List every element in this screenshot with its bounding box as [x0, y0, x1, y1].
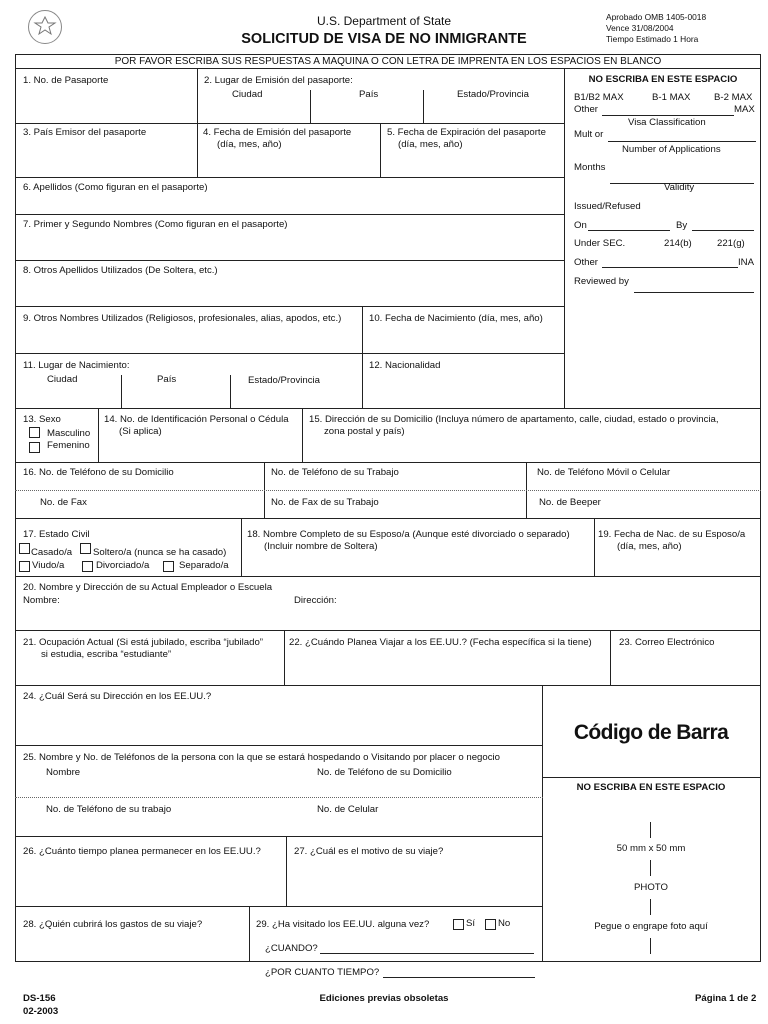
field-15-note: zona postal y país): [324, 426, 405, 437]
single-checkbox[interactable]: [80, 543, 91, 554]
instructions: POR FAVOR ESCRIBA SUS RESPUESTAS A MAQUINA O CON LETRA DE IMPRENTA EN LOS ESPACIOS EN BLANCO: [114, 56, 662, 67]
field-14-note: (Si aplica): [119, 426, 162, 437]
surnames-input[interactable]: [16, 194, 564, 213]
b1-max: B-1 MAX: [652, 92, 691, 103]
host-home-phone-label: No. de Teléfono de su Domicilio: [317, 767, 452, 778]
field-27-trip-purpose: 27. ¿Cuál es el motivo de su viaje?: [294, 846, 444, 857]
validity-label: Validity: [664, 182, 695, 193]
field-19-spouse-birthdate: 19. Fecha de Nac. de su Esposo/a: [598, 529, 746, 540]
beeper-label: No. de Beeper: [539, 497, 601, 508]
married-checkbox[interactable]: [19, 543, 30, 554]
passport-number-input[interactable]: [16, 88, 196, 122]
field-8-other-surnames: 8. Otros Apellidos Utilizados (De Soltera, etc.): [23, 265, 218, 276]
field-12-nationality: 12. Nacionalidad: [369, 360, 441, 371]
field-2-country: País: [359, 89, 379, 100]
field-2-city: Ciudad: [232, 89, 263, 100]
sex-male-label: Masculino: [47, 428, 91, 439]
department-name: U.S. Department of State: [316, 14, 452, 28]
ina-label: INA: [738, 257, 754, 268]
sec-214b: 214(b): [664, 238, 692, 249]
issued-refused: Issued/Refused: [574, 201, 641, 212]
field-11-birth-place: 11. Lugar de Nacimiento:: [23, 360, 130, 371]
on-label: On: [574, 220, 587, 231]
field-28-expenses: 28. ¿Quién cubrirá los gastos de su viaje?: [23, 919, 203, 930]
field-11-country: País: [157, 374, 177, 385]
photo-drop-area[interactable]: [560, 815, 740, 955]
months-label: Months: [574, 162, 606, 173]
other-surnames-input[interactable]: [16, 278, 564, 305]
field-18-spouse-name: 18. Nombre Completo de su Esposo/a (Aunque esté divorciado o separado): [247, 529, 570, 540]
under-sec: Under SEC.: [574, 238, 626, 249]
employer-name-label: Nombre:: [23, 595, 60, 606]
field-2-passport-place: 2. Lugar de Emisión del pasaporte:: [204, 75, 353, 86]
estimated-time: Tiempo Estimado 1 Hora: [606, 34, 699, 44]
field-15-home-address: 15. Dirección de su Domicilio (Incluya número de apartamento, calle, ciudad, estado o provincia,: [309, 414, 719, 425]
widowed-label: Viudo/a: [32, 560, 65, 571]
other-label-2: Other: [574, 257, 598, 268]
visited-no-checkbox[interactable]: [485, 919, 496, 930]
field-26-stay-length: 26. ¿Cuánto tiempo planea permanecer en los EE.UU.?: [23, 846, 261, 857]
fax-label: No. de Fax: [40, 497, 87, 508]
field-2-state: Estado/Provincia: [457, 89, 529, 100]
field-11-state: Estado/Provincia: [248, 375, 320, 386]
sex-male-checkbox[interactable]: [29, 427, 40, 438]
field-4-format: (día, mes, año): [217, 139, 282, 150]
when-label: ¿CUANDO?: [265, 943, 318, 954]
field-24-us-address: 24. ¿Cuál Será su Dirección en los EE.UU.?: [23, 691, 212, 702]
barcode-area: Código de Barra: [573, 721, 729, 744]
field-23-email: 23. Correo Electrónico: [619, 637, 715, 648]
field-16-home-phone: 16. No. de Teléfono de su Domicilio: [23, 467, 174, 478]
omb-expiration: Vence 31/08/2004: [606, 23, 674, 33]
form-date: 02-2003: [23, 1006, 59, 1017]
field-22-travel-date: 22. ¿Cuándo Planea Viajar a los EE.UU.? (Fecha específica si la tiene): [289, 637, 592, 648]
widowed-checkbox[interactable]: [19, 561, 30, 572]
photo-note: Pegue o engrape foto aquí: [594, 921, 708, 932]
field-5-expiration-date: 5. Fecha de Expiración del pasaporte: [387, 127, 546, 138]
field-7-given-names: 7. Primer y Segundo Nombres (Como figuran en el pasaporte): [23, 219, 288, 230]
page-number: Página 1 de 2: [695, 993, 757, 1004]
form-number: DS-156: [23, 993, 56, 1004]
sec-221g: 221(g): [717, 238, 745, 249]
field-20-employer: 20. Nombre y Dirección de su Actual Empleador o Escuela: [23, 582, 273, 593]
field-9-other-names: 9. Otros Nombres Utilizados (Religiosos, profesionales, alias, apodos, etc.): [23, 313, 342, 324]
photo-office-title: NO ESCRIBA EN ESTE ESPACIO: [576, 782, 726, 793]
sex-female-label: Femenino: [47, 440, 90, 451]
divorced-label: Divorciado/a: [96, 560, 150, 571]
max-label: MAX: [734, 104, 755, 115]
field-11-city: Ciudad: [47, 374, 78, 385]
office-use-title: NO ESCRIBA EN ESTE ESPACIO: [588, 74, 738, 85]
field-1-passport-number: 1. No. de Pasaporte: [23, 75, 109, 86]
field-10-birth-date: 10. Fecha de Nacimiento (día, mes, año): [369, 313, 543, 324]
previous-editions-note: Ediciones previas obsoletas: [319, 993, 449, 1004]
field-25-host: 25. Nombre y No. de Teléfonos de la persona con la que se estará hospedando o Visitando por placer o negocio: [23, 752, 500, 763]
field-14-id-number: 14. No. de Identificación Personal o Cédula: [104, 414, 289, 425]
field-3-passport-country: 3. País Emisor del pasaporte: [23, 127, 147, 138]
b2-max: B-2 MAX: [714, 92, 753, 103]
employer-address-label: Dirección:: [294, 595, 337, 606]
field-29-visited-us: 29. ¿Ha visitado los EE.UU. alguna vez?: [256, 919, 430, 930]
field-6-surnames: 6. Apellidos (Como figuran en el pasaporte): [23, 182, 208, 193]
work-phone-label: No. de Teléfono de su Trabajo: [271, 467, 399, 478]
field-21-occupation: 21. Ocupación Actual (Si está jubilado, escriba “jubilado”: [23, 637, 263, 648]
cell-phone-label: No. de Teléfono Móvil o Celular: [537, 467, 671, 478]
photo-size: 50 mm x 50 mm: [616, 843, 686, 854]
form-title: SOLICITUD DE VISA DE NO INMIGRANTE: [241, 31, 527, 47]
host-name-label: Nombre: [46, 767, 81, 778]
visited-yes-label: Sí: [466, 918, 476, 929]
divorced-checkbox[interactable]: [82, 561, 93, 572]
given-names-input[interactable]: [16, 232, 564, 259]
field-17-marital-status: 17. Estado Civil: [23, 529, 90, 540]
field-4-issue-date: 4. Fecha de Emisión del pasaporte: [203, 127, 352, 138]
host-cell-label: No. de Celular: [317, 804, 379, 815]
passport-place-input[interactable]: [198, 96, 564, 123]
field-13-sex: 13. Sexo: [23, 414, 61, 425]
field-19-format: (día, mes, año): [617, 541, 682, 552]
visa-classification: Visa Classification: [628, 117, 706, 128]
married-label: Casado/a: [31, 547, 73, 558]
mult-or: Mult or: [574, 129, 604, 140]
field-18-note: (Incluir nombre de Soltera): [264, 541, 378, 552]
how-long-label: ¿POR CUANTO TIEMPO?: [265, 967, 380, 978]
single-label: Soltero/a (nunca se ha casado): [93, 547, 227, 558]
field-21-note: si estudia, escriba “estudiante”: [41, 649, 172, 660]
sex-female-checkbox[interactable]: [29, 442, 40, 453]
work-fax-label: No. de Fax de su Trabajo: [271, 497, 379, 508]
visited-yes-checkbox[interactable]: [453, 919, 464, 930]
field-5-format: (día, mes, año): [398, 139, 463, 150]
host-work-phone-label: No. de Teléfono de su trabajo: [46, 804, 172, 815]
by-label: By: [676, 220, 688, 231]
reviewed-by: Reviewed by: [574, 276, 629, 287]
visited-no-label: No: [498, 918, 511, 929]
b1b2-max: B1/B2 MAX: [574, 92, 624, 103]
separated-checkbox[interactable]: [163, 561, 174, 572]
omb-approval: Aprobado OMB 1405-0018: [606, 12, 707, 22]
separated-label: Separado/a: [179, 560, 229, 571]
number-of-applications: Number of Applications: [622, 144, 721, 155]
other-label: Other: [574, 104, 598, 115]
photo-label: PHOTO: [634, 882, 668, 893]
